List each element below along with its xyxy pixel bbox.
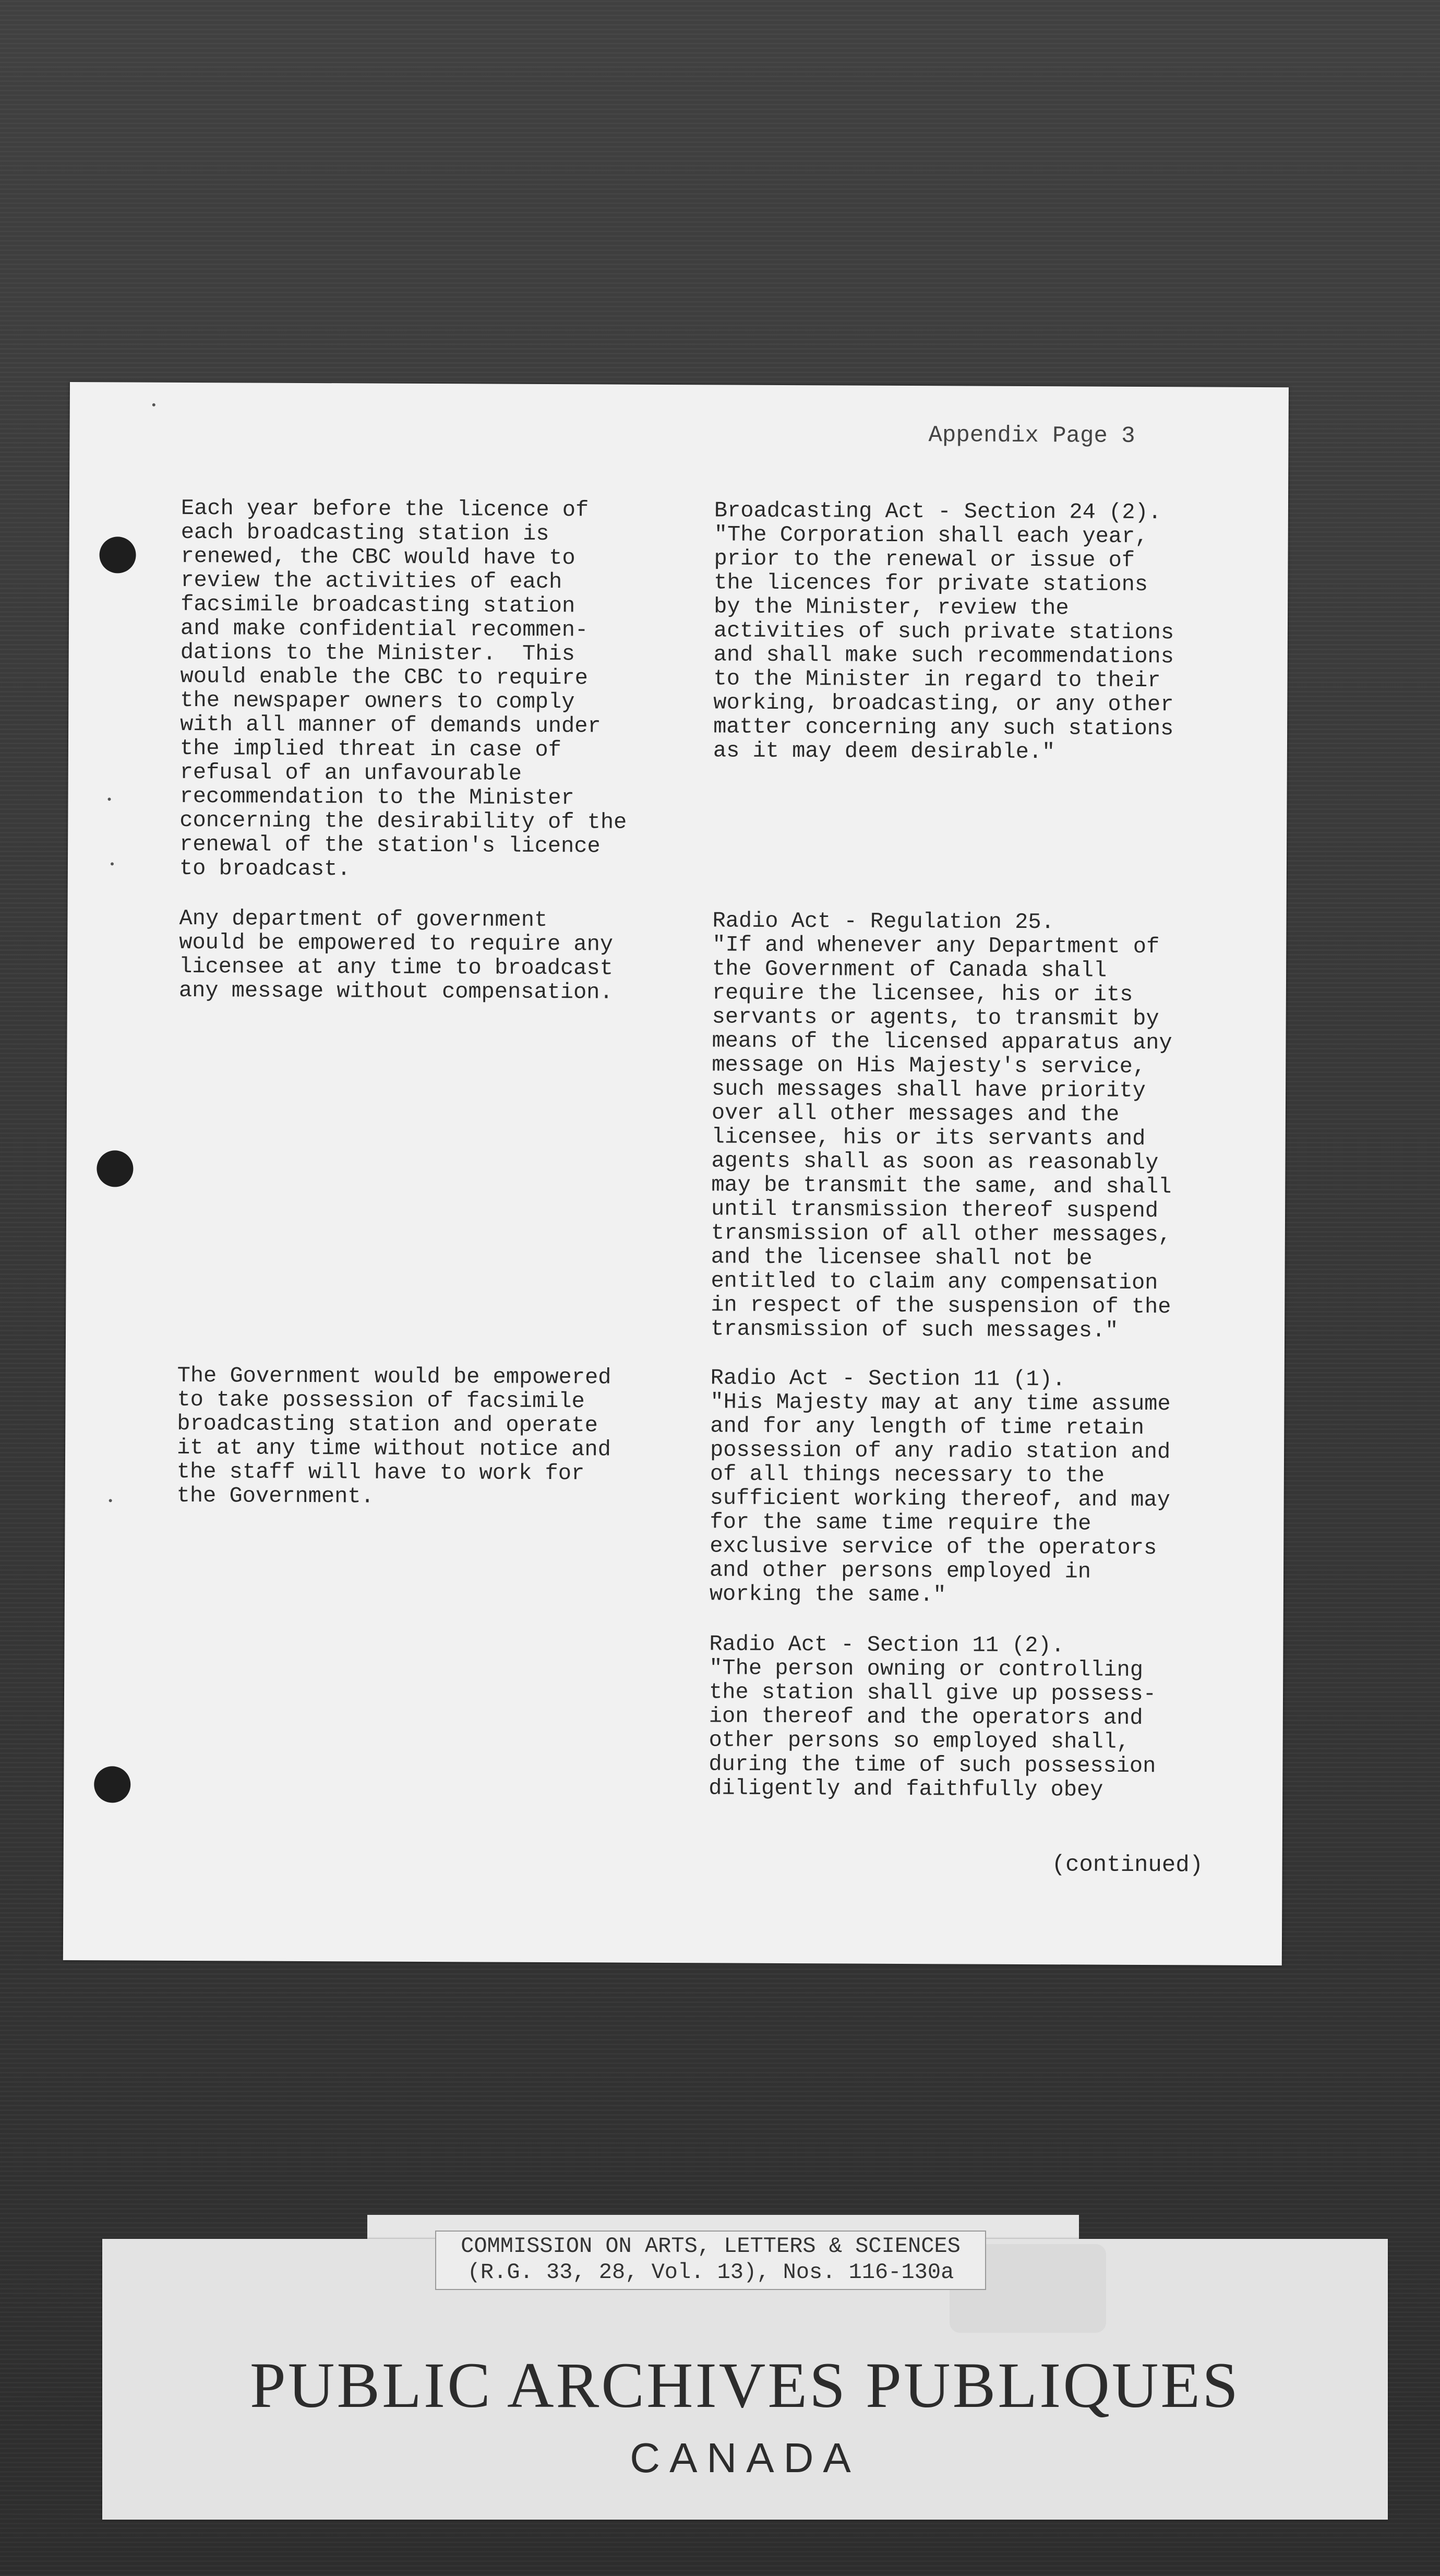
speck	[152, 403, 155, 407]
left-paragraph-government-possession: The Government would be empowered to take possession of facsimile broadcasting station and operate it at any time without notice and the staff will have to work for the Government.	[176, 1363, 611, 1509]
left-paragraph-government-messages: Any department of government would be empowered to require any licensee at any time to broadcast any message without compensation.	[178, 905, 614, 1005]
left-paragraph-licence-renewal: Each year before the licence of each broadcasting station is renewed, the CBC would have to review the activities of each facsimile broadcasting station and make confidential recommen- dations to the Minister. This would enable the CBC to require the newspaper owners to comply with all manner of demands under the implied threat in case of refusal of an unfavourable recommendation to the Minister concerning the desirability of the renewal of the station's licence to broadcast.	[179, 495, 627, 882]
continued-note: (continued)	[1051, 1852, 1204, 1879]
right-citation-radio-act-11-1: Radio Act - Section 11 (1). "His Majesty may at any time assume and for any length of time retain possession of any radio station and of all things necessary to the sufficient working thereof, and may for the same time require the exclusive service of the operators and other persons employed in working the same."	[709, 1365, 1171, 1608]
speck	[109, 1499, 112, 1502]
punch-hole	[94, 1766, 130, 1803]
speck	[111, 862, 114, 865]
collection-label	[435, 2231, 986, 2290]
right-citation-radio-regulation-25: Radio Act - Regulation 25. "If and whenever any Department of the Government of Canada shall require the licensee, his or its servants or agents, to transmit by means of the licensed apparatus any message on His Majesty's service, such messages shall have priority over all other messages and the licensee, his or its servants and agents shall as soon as reasonably may be transmit the same, and shall until transmission thereof suspend transmission of all other messages, and the licensee shall not be entitled to claim any compensation in respect of the suspension of the transmission of such messages."	[710, 908, 1172, 1343]
punch-hole	[99, 536, 136, 573]
page-header: Appendix Page 3	[928, 422, 1135, 449]
right-citation-radio-act-11-2: Radio Act - Section 11 (2). "The person owning or controlling the station shall give up possess- ion thereof and the operators and other persons so employed shall, during the time of such possession diligently and faithfully obey	[709, 1631, 1157, 1803]
speck	[107, 797, 111, 801]
collection-label-line-1: COMMISSION ON ARTS, LETTERS & SCIENCES	[461, 2234, 961, 2259]
right-citation-broadcasting-act-24-2: Broadcasting Act - Section 24 (2). "The Corporation shall each year, prior to the renewal or issue of the licences for private stations by the Minister, review the activities of such private stations and shall make such recommendations to the Minister in regard to their working, broadcasting, or any other matter concerning any such stations as it may deem desirable."	[713, 498, 1174, 765]
collection-label-line-2: (R.G. 33, 28, Vol. 13), Nos. 116-130a	[467, 2260, 954, 2285]
archive-title: PUBLIC ARCHIVES PUBLIQUES	[249, 2350, 1241, 2421]
document-page	[63, 382, 1289, 1965]
archive-subtitle: CANADA	[630, 2435, 860, 2481]
punch-hole	[97, 1150, 133, 1187]
